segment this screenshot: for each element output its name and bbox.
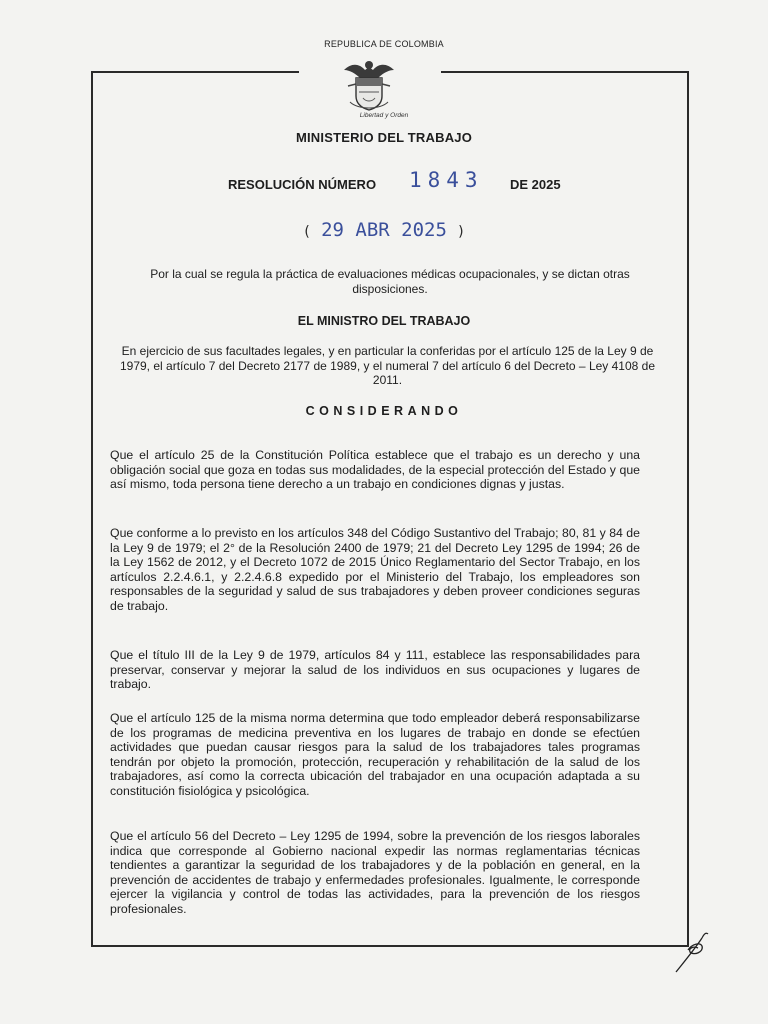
considering-paragraph: Que el título III de la Ley 9 de 1979, artículos 84 y 111, establece las responsabilidades para preservar, conservar y mejorar la salud de los individuos en sus ocupaciones y lugares de trabajo. [110,648,640,692]
considering-paragraph: Que el artículo 25 de la Constitución Política establece que el trabajo es un derecho y una obligación social que goza en todas sus modalidades, de la especial protección del Estado y que así mismo, toda persona tiene derecho a un trabajo en condiciones dignas y justas. [110,448,640,492]
date-paren-close: ) [456,224,466,240]
legal-powers: En ejercicio de sus facultades legales, y en particular la conferidas por el artículo 125 de la Ley 9 de 1979, el artículo 7 del Decreto 2177 de 1989, y el numeral 7 del artículo 6 del Decreto – Ley 4108 de 2011. [119,344,655,387]
considering-paragraph: Que el artículo 125 de la misma norma determina que todo empleador deberá responsabilizarse de los programas de medicina preventiva en los lugares de trabajo en donde se efectúen actividades que puedan causar riesgos para la salud de los trabajadores tales programas tendrán por objeto la promoción, protección, recuperación y rehabilitación de la salud de los trabajadores, así como la correcta ubicación del trabajador en una ocupación adaptada a su constitución fisiológica y psicológica. [110,711,640,798]
considering-heading: CONSIDERANDO [305,404,463,418]
motto: Libertad y Orden [359,112,409,119]
considering-paragraph: Que conforme a lo previsto en los artículos 348 del Código Sustantivo del Trabajo; 80, 81 y 84 de la Ley 9 de 1979; el 2° de la Resolución 2400 de 1979; 21 del Decreto Ley 1295 de 1994; 26 de la Ley 1562 de 2012, y el Decreto 1072 de 2015 Único Reglamentario del Sector Trabajo, en los artículos 2.2.4.6.1, y 2.2.4.6.8 expedido por el Ministerio del Trabajo, los empleadores son responsables de la seguridad y salud de sus trabajadores y deben proveer condiciones seguras de trabajo. [110,526,640,613]
minister-heading: EL MINISTRO DEL TRABAJO [297,314,471,328]
resolution-subject: Por la cual se regula la práctica de evaluaciones médicas ocupacionales, y se dictan otras disposiciones. [150,267,630,296]
border-top-right [441,71,687,73]
initials-signature-icon [672,928,712,976]
resolution-line [0,168,768,198]
resolution-date [0,219,768,241]
resolution-label: RESOLUCIÓN NÚMERO [228,177,377,192]
considering-paragraph: Que el artículo 56 del Decreto – Ley 1295 de 1994, sobre la prevención de los riesgos laborales indica que corresponde al Gobierno nacional expedir las normas reglamentarias técnicas tendientes a garantizar la seguridad de los trabajadores y de la población en general, en la prevención de accidentes de trabajo y enfermedades profesionales. Igualmente, le corresponde ejercer la vigilancia y control de todas las actividades, para la prevención de los riesgos profesionales. [110,829,640,916]
resolution-number-stamp: 1843 [409,168,484,192]
ministry-title: MINISTERIO DEL TRABAJO [295,130,473,145]
country-name: REPUBLICA DE COLOMBIA [324,39,444,49]
border-top-left [91,71,299,73]
resolution-year: DE 2025 [510,177,561,192]
date-stamp: 29 ABR 2025 [321,219,447,241]
date-paren-open: ( [302,224,312,240]
page-border [91,71,689,947]
